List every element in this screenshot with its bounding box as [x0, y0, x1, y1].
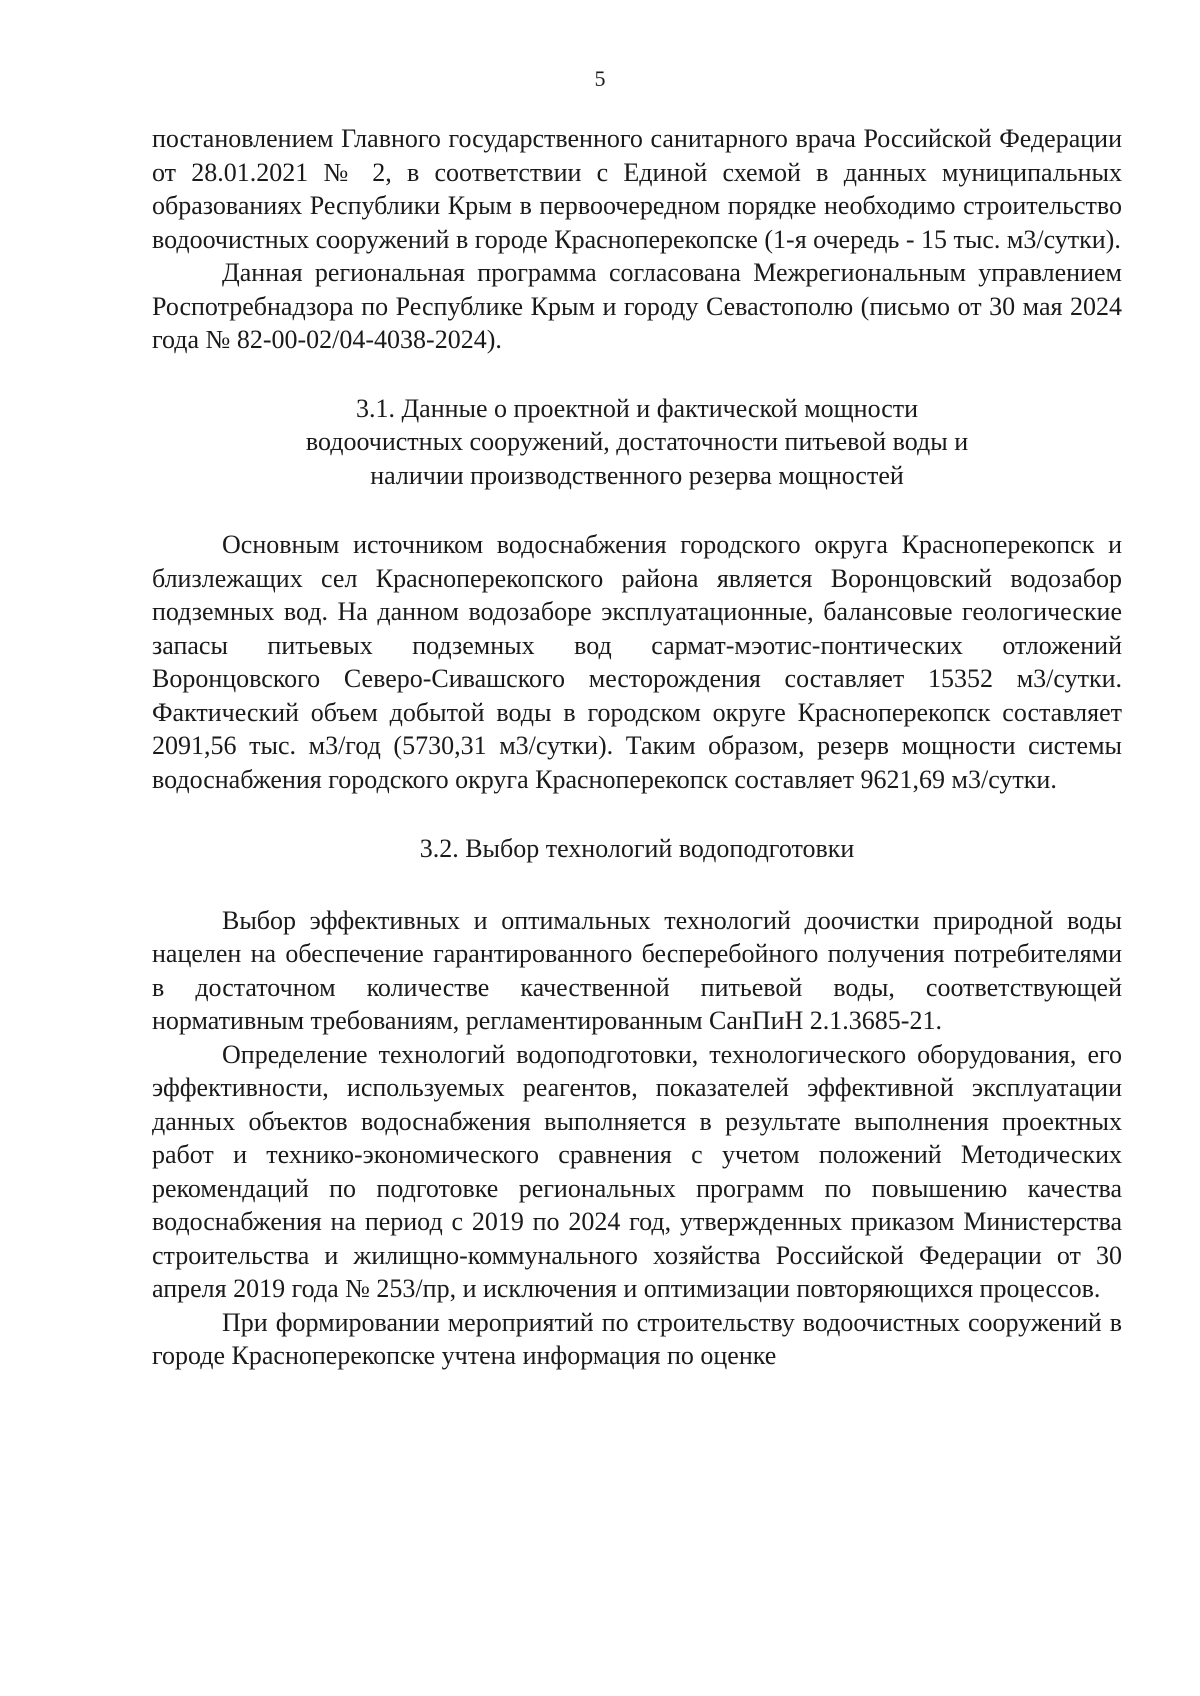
section-3-1-heading-line-1: 3.1. Данные о проектной и фактической мощности: [355, 393, 919, 423]
section-3-1-paragraph-1: Основным источником водоснабжения городского округа Красноперекопск и близлежащих сел Красноперекопского района является Воронцовский водозабор подземных вод. На данном водозаборе эксплуатационные, балансовые геологические запасы питьевых подземных вод сармат-мэотис-понтических отложений Воронцовского Северо-Сивашского месторождения составляет 15352 м3/сутки. Фактический объем добытой воды в городском округе Красноперекопск составляет 2091,56 тыс. м3/год (5730,31 м3/сутки). Таким образом, резерв мощности системы водоснабжения городского округа Красноперекопск составляет 9621,69 м3/сутки.: [152, 530, 1122, 794]
page-number: 5: [594, 66, 606, 91]
document-body: [152, 122, 1122, 1373]
section-3-2-paragraph-1: Выбор эффективных и оптимальных технологий доочистки природной воды нацелен на обеспечение гарантированного бесперебойного получения потребителями в достаточном количестве качественной питьевой воды, соответствующей нормативным требованиям, регламентированным СанПиН 2.1.3685-21.: [152, 905, 1122, 1035]
intro-paragraph-continuation: постановлением Главного государственного санитарного врача Российской Федерации от 28.01.2021 № 2, в соответствии с Единой схемой в данных муниципальных образованиях Республики Крым в первоочередном порядке необходимо строительство водоочистных сооружений в городе Красноперекопске (1-я очередь - 15 тыс. м3/сутки).: [152, 124, 1122, 254]
section-3-1-heading: [152, 392, 1122, 493]
section-3-2-paragraph-3: При формировании мероприятий по строительству водоочистных сооружений в городе Красноперекопске учтена информация по оценке: [152, 1307, 1122, 1370]
intro-paragraph-approval: Данная региональная программа согласована Межрегиональным управлением Роспотребнадзора по Республике Крым и городу Севастополю (письмо от 30 мая 2024 года № 82-00-02/04-4038-2024).: [152, 258, 1122, 354]
section-3-2-heading: 3.2. Выбор технологий водоподготовки: [419, 834, 855, 863]
section-3-1-heading-line-2: водоочистных сооружений, достаточности питьевой воды и: [305, 427, 969, 456]
section-3-1-heading-line-3: наличии производственного резерва мощностей: [370, 460, 904, 490]
section-3-2-paragraph-2: Определение технологий водоподготовки, технологического оборудования, его эффективности, используемых реагентов, показателей эффективной эксплуатации данных объектов водоснабжения выполняется в результате выполнения проектных работ и технико-экономического сравнения с учетом положений Методических рекомендаций по подготовке региональных программ по повышению качества водоснабжения на период с 2019 по 2024 год, утвержденных приказом Министерства строительства и жилищно-коммунального хозяйства Российской Федерации от 30 апреля 2019 года № 253/пр, и исключения и оптимизации повторяющихся процессов.: [152, 1039, 1122, 1303]
